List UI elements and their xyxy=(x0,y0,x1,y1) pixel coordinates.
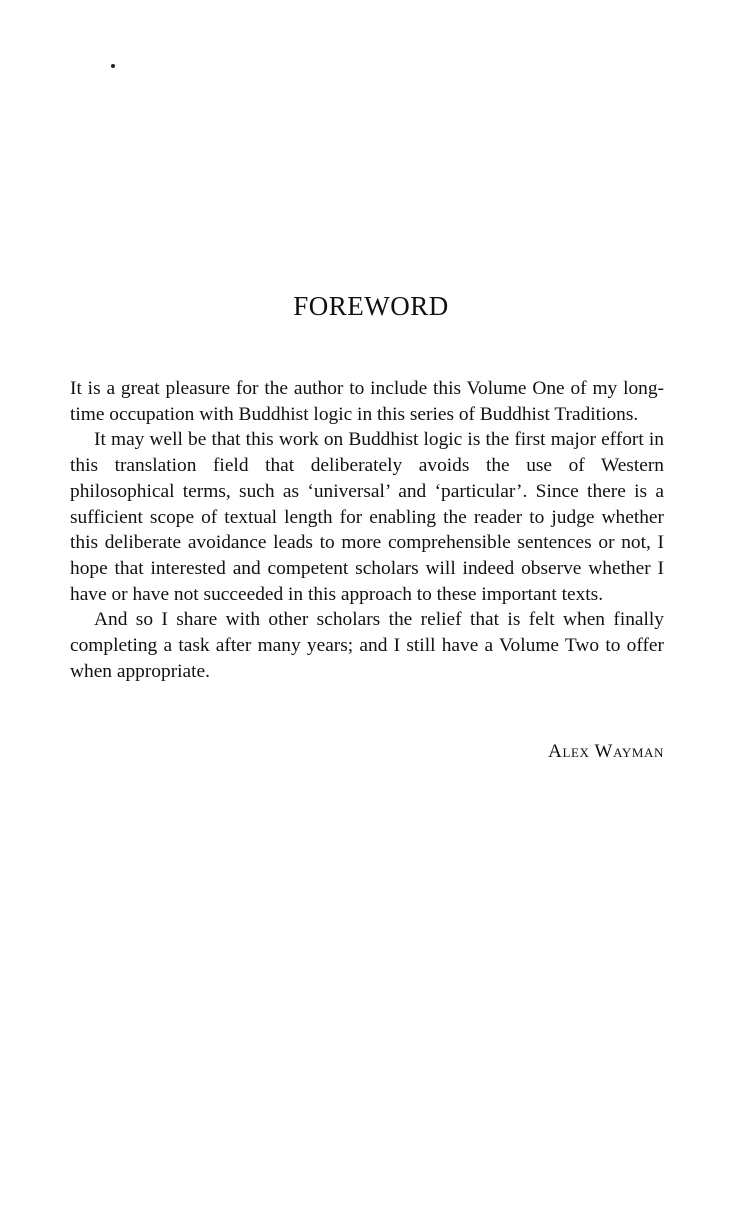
paragraph-2: It may well be that this work on Buddhist logic is the first major effort in this translation field that deliberately avoids the use of Western philosophical terms, such as ‘universal’ and ‘particular’. Since there is a sufficient scope of textual length for enabling the reader to judge whether this deliberate avoidance leads to more comprehensible sentences or not, I hope that interested and competent scholars will indeed observe whether I have or have not succeeded in this approach to these important texts. xyxy=(70,429,664,605)
page-title: FOREWORD xyxy=(293,291,449,321)
author-signature: Alex Wayman xyxy=(548,741,664,762)
paragraph-3: And so I share with other scholars the relief that is felt when finally completing a task after many years; and I still have a Volume Two to offer when appropriate. xyxy=(70,609,664,682)
print-speck xyxy=(111,64,115,68)
paragraph-1: It is a great pleasure for the author to include this Volume One of my long-time occupation with Buddhist logic in this series of Buddhist Traditions. xyxy=(70,378,664,425)
foreword-body xyxy=(70,376,664,684)
